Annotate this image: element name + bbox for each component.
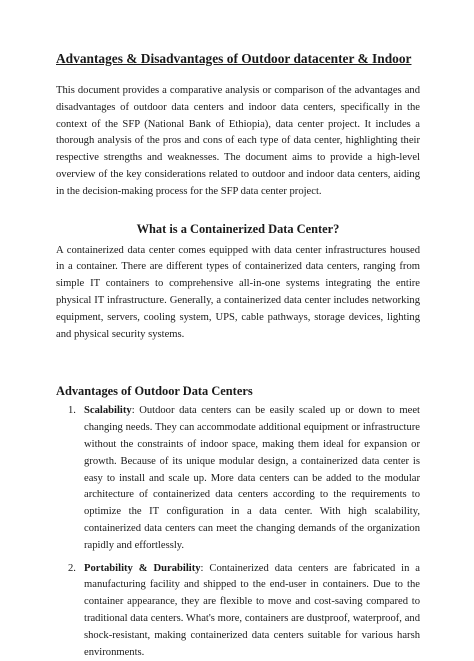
containerized-heading: What is a Containerized Data Center? <box>136 221 340 236</box>
list-item-number: 1. <box>68 405 76 417</box>
advantages-heading: Advantages of Outdoor Data Centers <box>56 384 253 399</box>
advantages-list <box>56 403 420 661</box>
list-item <box>56 403 420 554</box>
list-item-term: Portability & Durability <box>84 562 201 574</box>
list-item-number: 2. <box>68 562 76 574</box>
list-item <box>56 561 420 661</box>
containerized-paragraph: A containerized data center comes equipped with data center infrastructures housed in a container. There are different types of containerized data centers, ranging from simple IT containers to comprehensive all-in-one systems integrating the entire physical IT infrastructure. Generally, a containerized data center includes networking equipment, servers, cooling system, UPS, cable pathways, storage devices, lighting and physical security systems. <box>56 244 420 340</box>
list-item-text <box>84 403 420 554</box>
list-item-text <box>84 561 420 661</box>
intro-paragraph: This document provides a comparative analysis or comparison of the advantages and disadvantages of outdoor data centers and indoor data centers, specifically in the context of the SFP (National Bank of Ethiopia), data center project. It includes a thorough analysis of the pros and cons of each type of data center, highlighting their respective strengths and weaknesses. The document aims to provide a high-level overview of the key considerations related to outdoor and indoor data centers, aiding in the decision-making process for the SFP data center project. <box>56 85 420 197</box>
document-title: Advantages & Disadvantages of Outdoor datacenter & Indoor <box>56 51 412 66</box>
list-item-term: Scalability <box>84 405 132 417</box>
list-item-body: : Containerized data centers are fabricated in a manufacturing facility and shipped to the end-user in containers. Due to the container appearance, they are flexible to move and cost-saving compared to traditional data centers. What's more, containers are dustproof, waterproof, and shock-resistant, making containerized data centers suitable for various harsh environments. <box>84 562 420 658</box>
list-item-body: : Outdoor data centers can be easily scaled up or down to meet changing needs. They can accommodate additional equipment or infrastructure without the constraints of indoor space, making them ideal for expansion or growth. Because of its unique modular design, a containerized data center is easy to install and scale up. More data centers can be added to the modular architecture of containerized data centers according to the requirements to optimize the IT configuration in a data center. With high scalability, containerized data centers can meet the changing demands of the organization rapidly and effortlessly. <box>84 405 420 551</box>
